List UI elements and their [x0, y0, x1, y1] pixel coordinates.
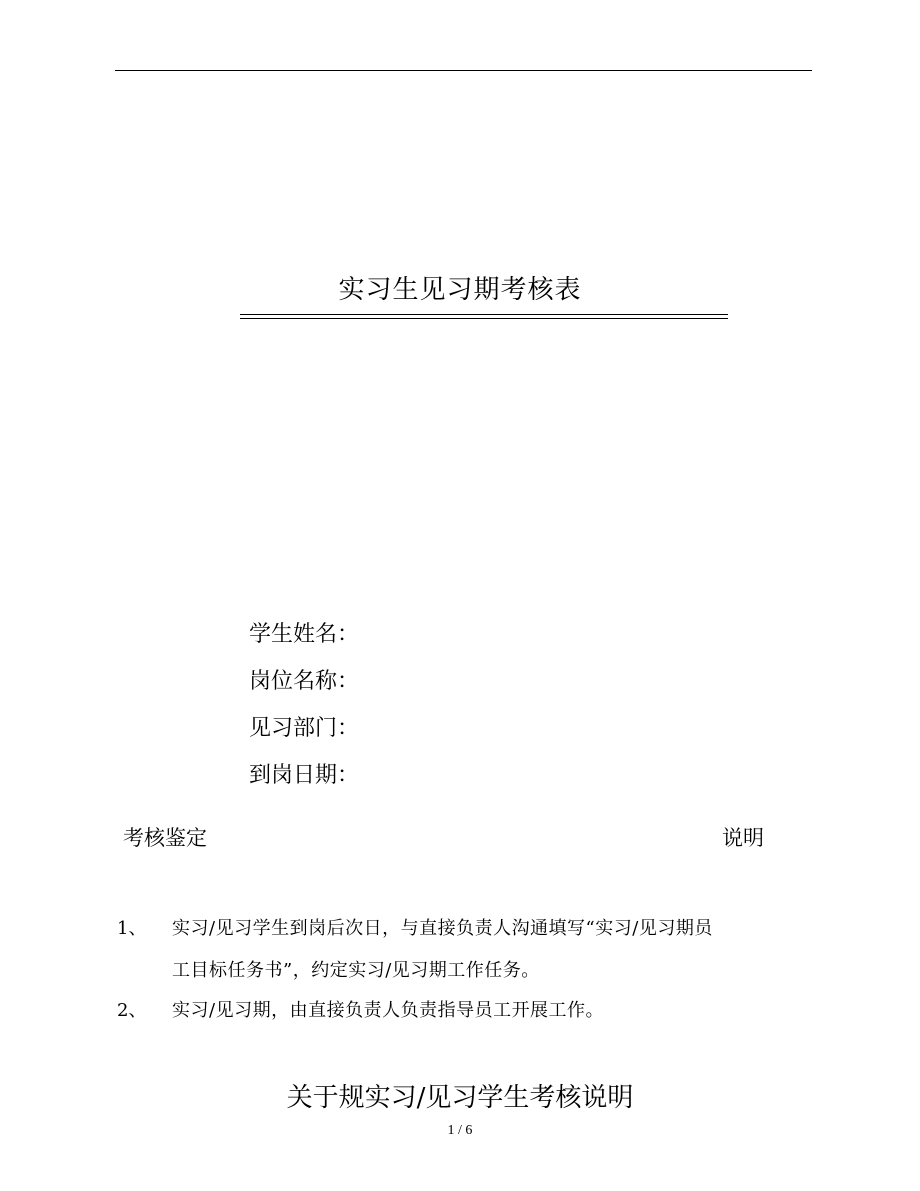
section-assessment: 考核鉴定 — [123, 826, 207, 850]
field-arrival-date: 到岗日期： — [249, 763, 360, 788]
list-item-text: 实习/见习期，由直接负责人负责指导员工开展工作。 — [172, 1000, 605, 1021]
page-number: 1 / 6 — [447, 1123, 473, 1138]
field-student-name: 学生姓名： — [249, 622, 360, 647]
list-item-text: 实习/见习学生到岗后次日，与直接负责人沟通填写“实习/见习期员 — [172, 918, 713, 939]
field-department: 见习部门： — [249, 716, 360, 741]
subtitle: 关于规实习/见习学生考核说明 — [286, 1083, 634, 1113]
list-item-text: 工目标任务书”，约定实习/见习期工作任务。 — [172, 960, 540, 981]
list-item-number: 1、 — [117, 918, 147, 939]
section-notes: 说明 — [722, 826, 764, 850]
title-double-underline — [240, 314, 728, 319]
list-item-number: 2、 — [117, 1000, 147, 1021]
document-title: 实习生见习期考核表 — [338, 275, 582, 305]
header-rule — [115, 70, 812, 71]
field-position-name: 岗位名称： — [249, 669, 360, 694]
